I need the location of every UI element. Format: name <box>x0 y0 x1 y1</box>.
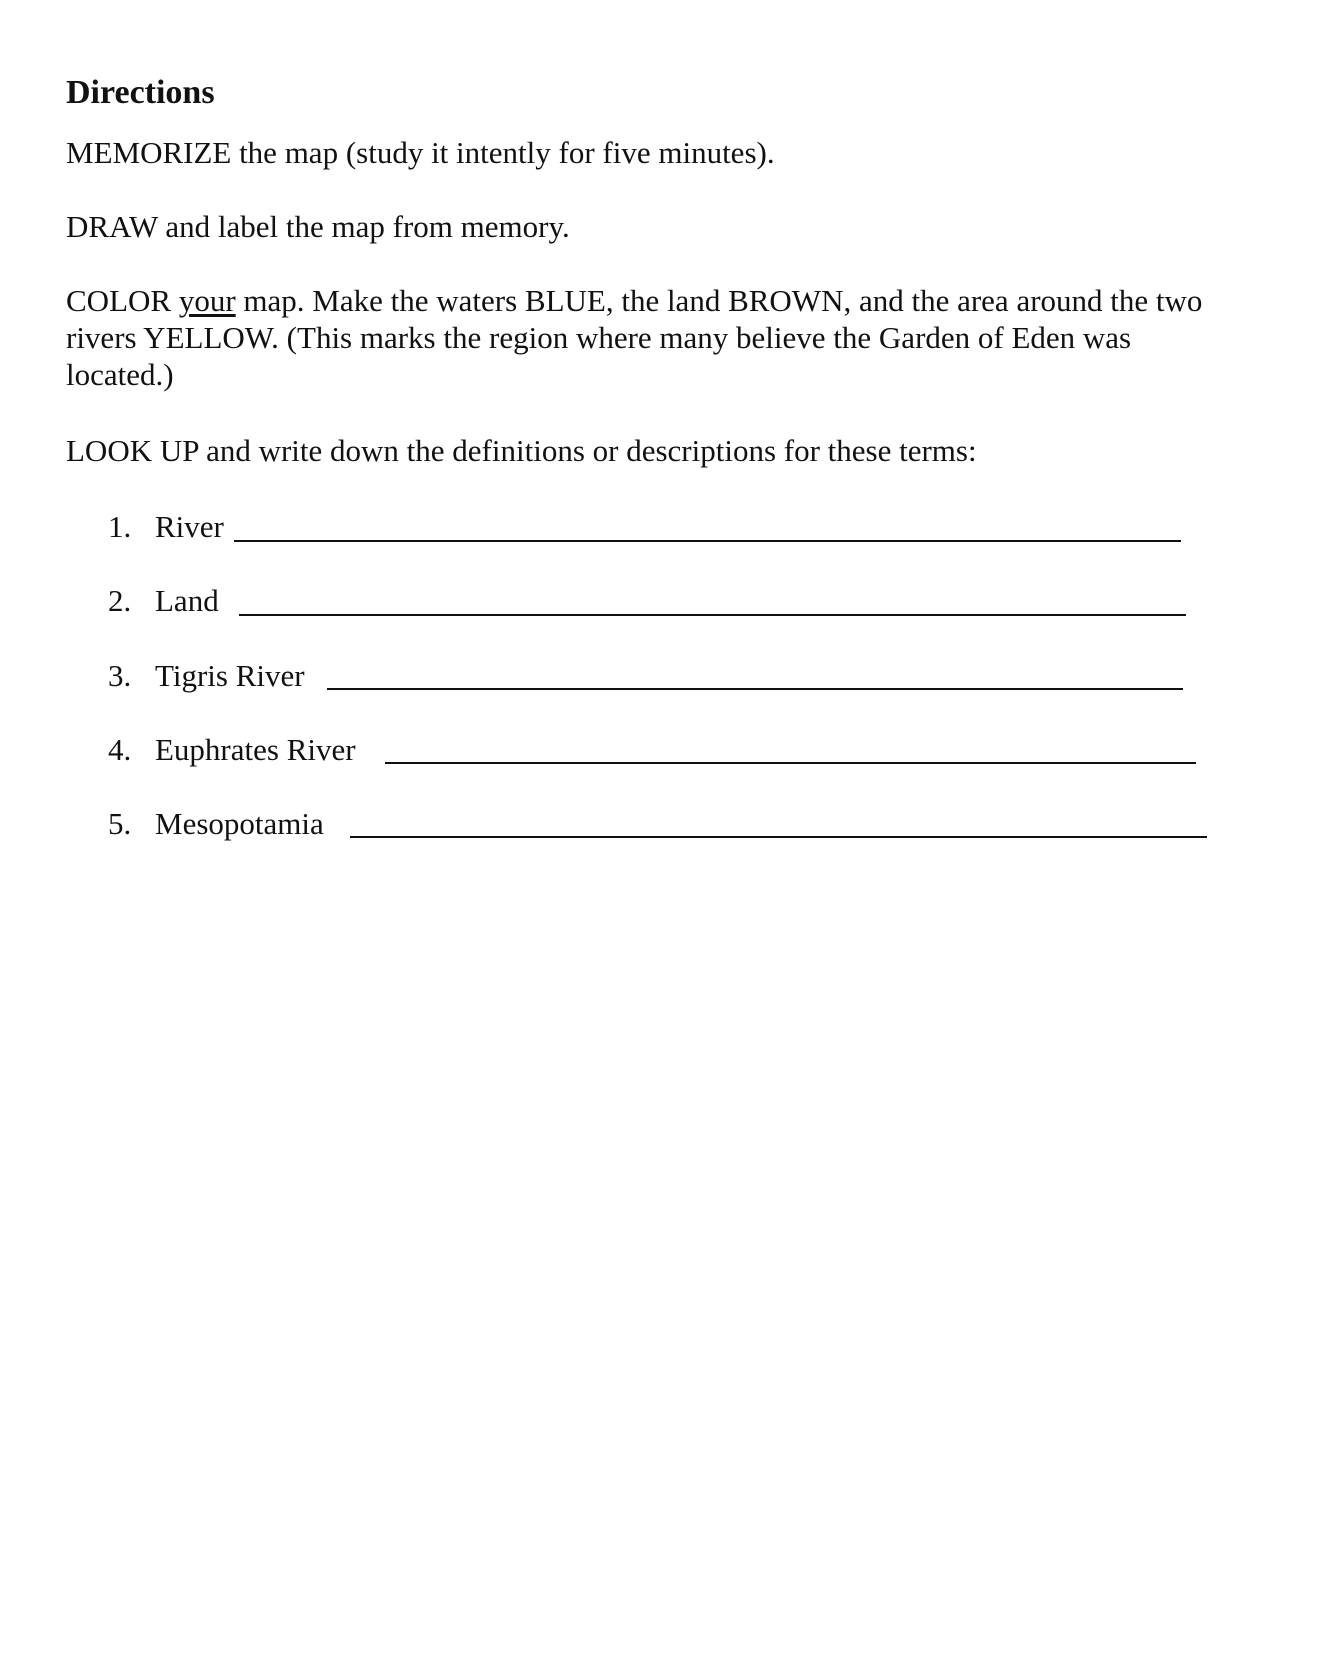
term-number: 1. <box>108 509 132 544</box>
term-number: 5. <box>108 806 132 841</box>
term-label: Euphrates River <box>155 732 356 767</box>
color-instruction-line-2: rivers YELLOW. (This marks the region where many believe the Garden of Eden was <box>66 320 1132 355</box>
answer-line-mesopotamia[interactable] <box>350 836 1207 838</box>
answer-line-land[interactable] <box>239 614 1186 616</box>
color-instruction <box>66 282 1296 393</box>
color-underlined-word: your <box>178 283 236 318</box>
page-title: Directions <box>66 74 215 111</box>
color-line1-rest: map. Make the waters BLUE, the land BROWN, and the area around the two <box>235 283 1203 318</box>
memorize-instruction: MEMORIZE the map (study it intently for five minutes). <box>66 135 775 170</box>
answer-line-river[interactable] <box>234 540 1181 542</box>
term-label: Tigris River <box>155 658 305 693</box>
term-item <box>108 731 356 768</box>
term-item <box>108 508 224 545</box>
term-item <box>108 582 219 619</box>
term-item <box>108 657 305 694</box>
color-prefix: COLOR <box>66 283 179 318</box>
answer-line-tigris-river[interactable] <box>327 688 1183 690</box>
color-instruction-line-1 <box>66 282 1296 319</box>
answer-line-euphrates-river[interactable] <box>385 762 1196 764</box>
term-number: 3. <box>108 658 132 693</box>
term-item <box>108 805 324 842</box>
color-instruction-line-3: located.) <box>66 357 174 392</box>
lookup-instruction: LOOK UP and write down the definitions or descriptions for these terms: <box>66 433 977 468</box>
term-number: 2. <box>108 583 132 618</box>
term-number: 4. <box>108 732 132 767</box>
draw-instruction: DRAW and label the map from memory. <box>66 209 570 244</box>
term-label: Land <box>155 583 219 618</box>
term-label: Mesopotamia <box>155 806 324 841</box>
term-label: River <box>155 509 224 544</box>
